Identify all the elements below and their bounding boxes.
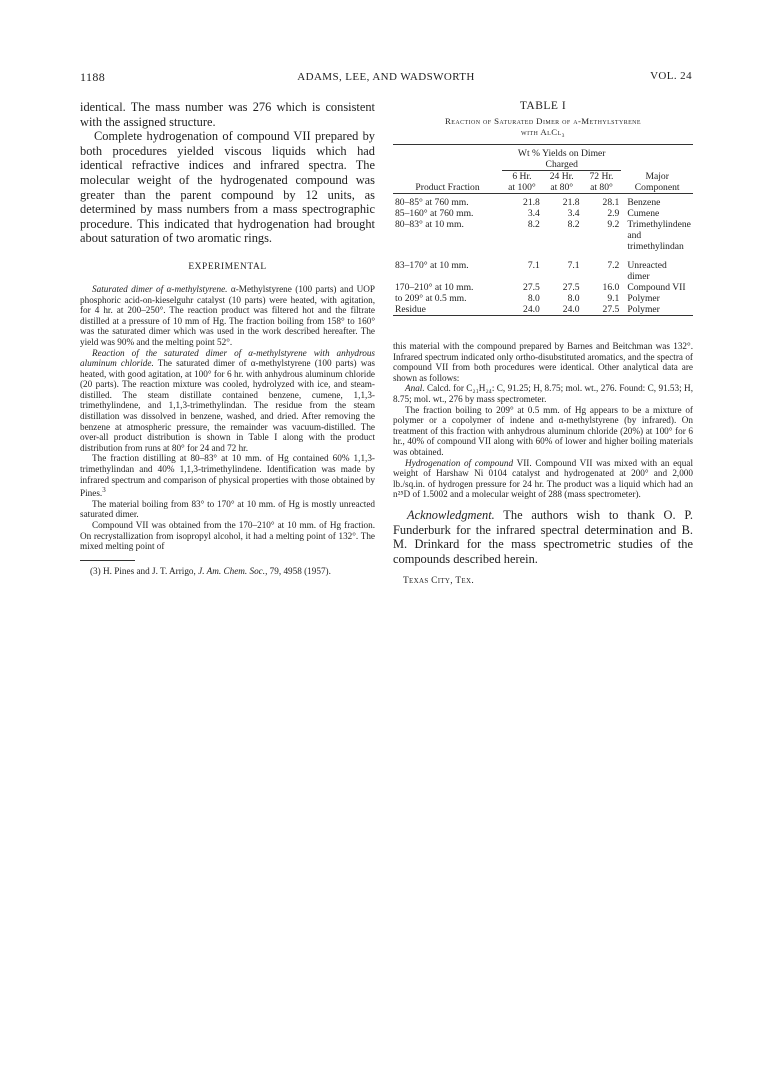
cell-6hr: 27.5 (523, 282, 540, 293)
table-row (393, 293, 693, 304)
cell-72hr: 28.1 (602, 197, 620, 208)
cell-72hr: 27.5 (602, 304, 620, 315)
table-row (393, 282, 693, 293)
cell-fraction: to 209° at 0.5 mm. (395, 293, 467, 304)
table-row (393, 208, 693, 219)
table-header-row-1 (393, 171, 693, 183)
cell-fraction: 170–210° at 10 mm. (395, 282, 474, 293)
cell-fraction: Residue (395, 304, 426, 315)
cell-72hr: 7.2 (607, 260, 620, 271)
subheading-saturated-dimer: Saturated dimer of α-methylstyrene. (92, 283, 228, 294)
page-number: 1188 (80, 70, 106, 84)
col-header-6hr-temp: at 100° (508, 182, 536, 193)
cell-6hr: 8.2 (527, 219, 540, 230)
table-title: TABLE I (519, 100, 567, 112)
cell-6hr: 3.4 (527, 208, 540, 219)
right-column (393, 100, 693, 586)
col-header-6hr: 6 Hr. (512, 171, 532, 182)
cell-fraction: 80–83° at 10 mm. (395, 219, 464, 230)
cell-24hr: 8.0 (567, 293, 580, 304)
cell-fraction: 85–160° at 760 mm. (395, 208, 474, 219)
table-header-row-2 (393, 182, 693, 194)
anal-label: Anal. (405, 383, 425, 394)
cell-24hr: 27.5 (562, 282, 580, 293)
paragraph-fraction-83-170: The material boiling from 83° to 170° at 10 mm. of Hg is mostly unreacted saturated dimer. (80, 498, 375, 520)
group-header-yields: Wt % Yields on Dimer Charged (502, 148, 621, 171)
cell-72hr: 9.1 (607, 293, 620, 304)
table-row (393, 197, 693, 208)
table-group-header-row (393, 148, 693, 171)
paragraph-hydrogenation-compound: Hydrogenation of compound VII. Compound VII was mixed with an equal weight of Harshaw Ni 0104 catalyst and hydrogenated at 200° and 2,000 lb./sq.in. of hydrogen pressure for 24 hr. The product was a liquid which had an n²⁵D of 1.5002 and a molecular weight of 288 (mass spectrometer). (393, 457, 693, 500)
cell-fraction: 80–85° at 760 mm. (395, 197, 469, 208)
running-header (80, 70, 692, 86)
table-row (393, 219, 693, 252)
cell-24hr: 3.4 (567, 208, 580, 219)
cell-72hr: 9.2 (607, 219, 620, 230)
paragraph-saturated-dimer: Saturated dimer of α-methylstyrene. α-Methylstyrene (100 parts) and UOP phosphoric acid-on-kieselguhr catalyst (10 parts) were heated, with agitation, for 4 hr. at 200–250°. The reaction product was filtered hot and the filtrate distilled at a pressure of 10 mm of Hg. The fraction boiling from 158° to 160° was the saturated dimer which was used in the work described hereafter. The yield was 90% and the melting point 52°. (80, 283, 375, 347)
cell-24hr: 21.8 (562, 197, 580, 208)
cell-6hr: 7.1 (527, 260, 540, 271)
cell-component: Polymer (627, 293, 660, 304)
volume-label: VOL. 24 (650, 70, 692, 82)
col-header-72hr-temp: at 80° (590, 182, 613, 193)
author-location: Texas City, Tex. (403, 576, 474, 587)
table-row (393, 260, 693, 282)
subheading-reaction-alcl3: Reaction of the saturated dimer of α-methylstyrene with anhydrous aluminum chloride. (80, 347, 375, 369)
col-header-24hr: 24 Hr. (549, 171, 574, 182)
cell-24hr: 24.0 (562, 304, 580, 315)
cell-6hr: 21.8 (523, 197, 540, 208)
cell-6hr: 24.0 (523, 304, 540, 315)
cell-72hr: 2.9 (607, 208, 620, 219)
cell-component: Trimethylindene and trimethylindan (627, 219, 691, 252)
paragraph-polymer-fraction: The fraction boiling to 209° at 0.5 mm. of Hg appears to be a mixture of polymer or a copolymer of indene and α-methylstyrene (by infrared). On treatment of this fraction with anhydrous aluminum chloride (20%) at 100° for 6 hr., 40% of compound VII along with 60% of lower and higher boiling materials was obtained. (393, 404, 693, 457)
cell-72hr: 16.0 (602, 282, 620, 293)
section-heading-experimental: EXPERIMENTAL (188, 261, 267, 272)
cell-component: Cumene (627, 208, 660, 219)
col-header-product-fraction: Product Fraction (415, 182, 480, 193)
col-header-component: Component (634, 182, 680, 193)
footnote-rule (80, 560, 135, 561)
cell-component: Benzene (627, 197, 661, 208)
col-header-24hr-temp: at 80° (550, 182, 574, 193)
reference-superscript: 3 (102, 486, 106, 495)
cell-24hr: 8.2 (567, 219, 580, 230)
paragraph-acknowledgment: Acknowledgment. The authors wish to thank O. P. Funderburk for the infrared spectral determination and B. M. Drinkard for the mass spectrometric studies of the compounds described herein. (393, 507, 693, 566)
paragraph-fraction-80-83: The fraction distilling at 80–83° at 10 mm. of Hg contained 60% 1,1,3-trimethylindan and 40% 1,1,3-trimethylindene. Identification was made by infrared spectrum and comparison of physical properties with those obtained by Pines.$^3$ (80, 453, 375, 499)
table-caption: Reaction of Saturated Dimer of α-Methylstyrene with AlCl₃ (445, 116, 641, 137)
paragraph-hydrogenation: Complete hydrogenation of compound VII prepared by both procedures yielded viscous liquids which had identical refractive indices and infrared spectra. The molecular weight of the hydrogenated compound was greater than the parent compound by 12 units, as determined by mass numbers from a mass spectrographic procedure. This indicated that hydrogenation had brought about saturation of two aromatic rings. (80, 129, 375, 246)
col-header-major: Major (645, 170, 669, 182)
yields-table (393, 144, 693, 317)
left-column (80, 100, 375, 576)
cell-component: Polymer (627, 304, 660, 315)
paragraph-reaction-alcl3: Reaction of the saturated dimer of α-methylstyrene with anhydrous aluminum chloride. The saturated dimer of α-methylstyrene (100 parts) was heated, with good agitation, at 100° for 6 hr. with anhydrous aluminum chloride (20 parts). The reaction mixture was cooled, hydrolyzed with ice, and steam-distilled. The steam distillate contained benzene, cumene, 1,1,3-trimethylindene, and 1,1,3-trimethylindan. The residue from the steam distillation was dissolved in benzene, washed, and dried. After removing the benzene at atmospheric pressure, the remainder was vacuum-distilled. The over-all product distribution is shown in Table I along with the product distribution from runs at 80° for 24 and 72 hr. (80, 347, 375, 453)
table-row (393, 304, 693, 316)
paragraph-analysis: Anal. Calcd. for C₂₁H₂₄: C, 91.25; H, 8.75; mol. wt., 276. Found: C, 91.53; H, 8.75; mol. wt., 276 by mass spectrometer. (393, 383, 693, 404)
col-header-72hr: 72 Hr. (589, 171, 614, 182)
cell-6hr: 8.0 (527, 293, 540, 304)
cell-fraction: 83–170° at 10 mm. (395, 260, 469, 271)
cell-component: Unreacted dimer (627, 260, 667, 282)
paragraph-mixed-melting-point: this material with the compound prepared by Barnes and Beitchman was 132°. Infrared spectrum indicated only ortho-disubstituted aromatics, and the spectra of compound VII from both procedures were identical. Other analytical data are shown as follows: (393, 341, 693, 383)
footnote-3: (3) H. Pines and J. T. Arrigo, J. Am. Chem. Soc., 79, 4958 (1957). (90, 565, 331, 576)
running-title-authors: ADAMS, LEE, AND WADSWORTH (297, 71, 475, 83)
acknowledgment-label: Acknowledgment. (407, 507, 495, 522)
cell-component: Compound VII (627, 282, 686, 293)
subheading-hydrogenation: Hydrogenation of compound (405, 457, 514, 468)
paragraph-compound-vii: Compound VII was obtained from the 170–210° at 10 mm. of Hg fraction. On recrystallization from isopropyl alcohol, it had a melting point of 132°. The mixed melting point of (80, 520, 375, 552)
cell-24hr: 7.1 (567, 260, 580, 271)
paragraph-mass-number: identical. The mass number was 276 which is consistent with the assigned structure. (80, 100, 375, 129)
